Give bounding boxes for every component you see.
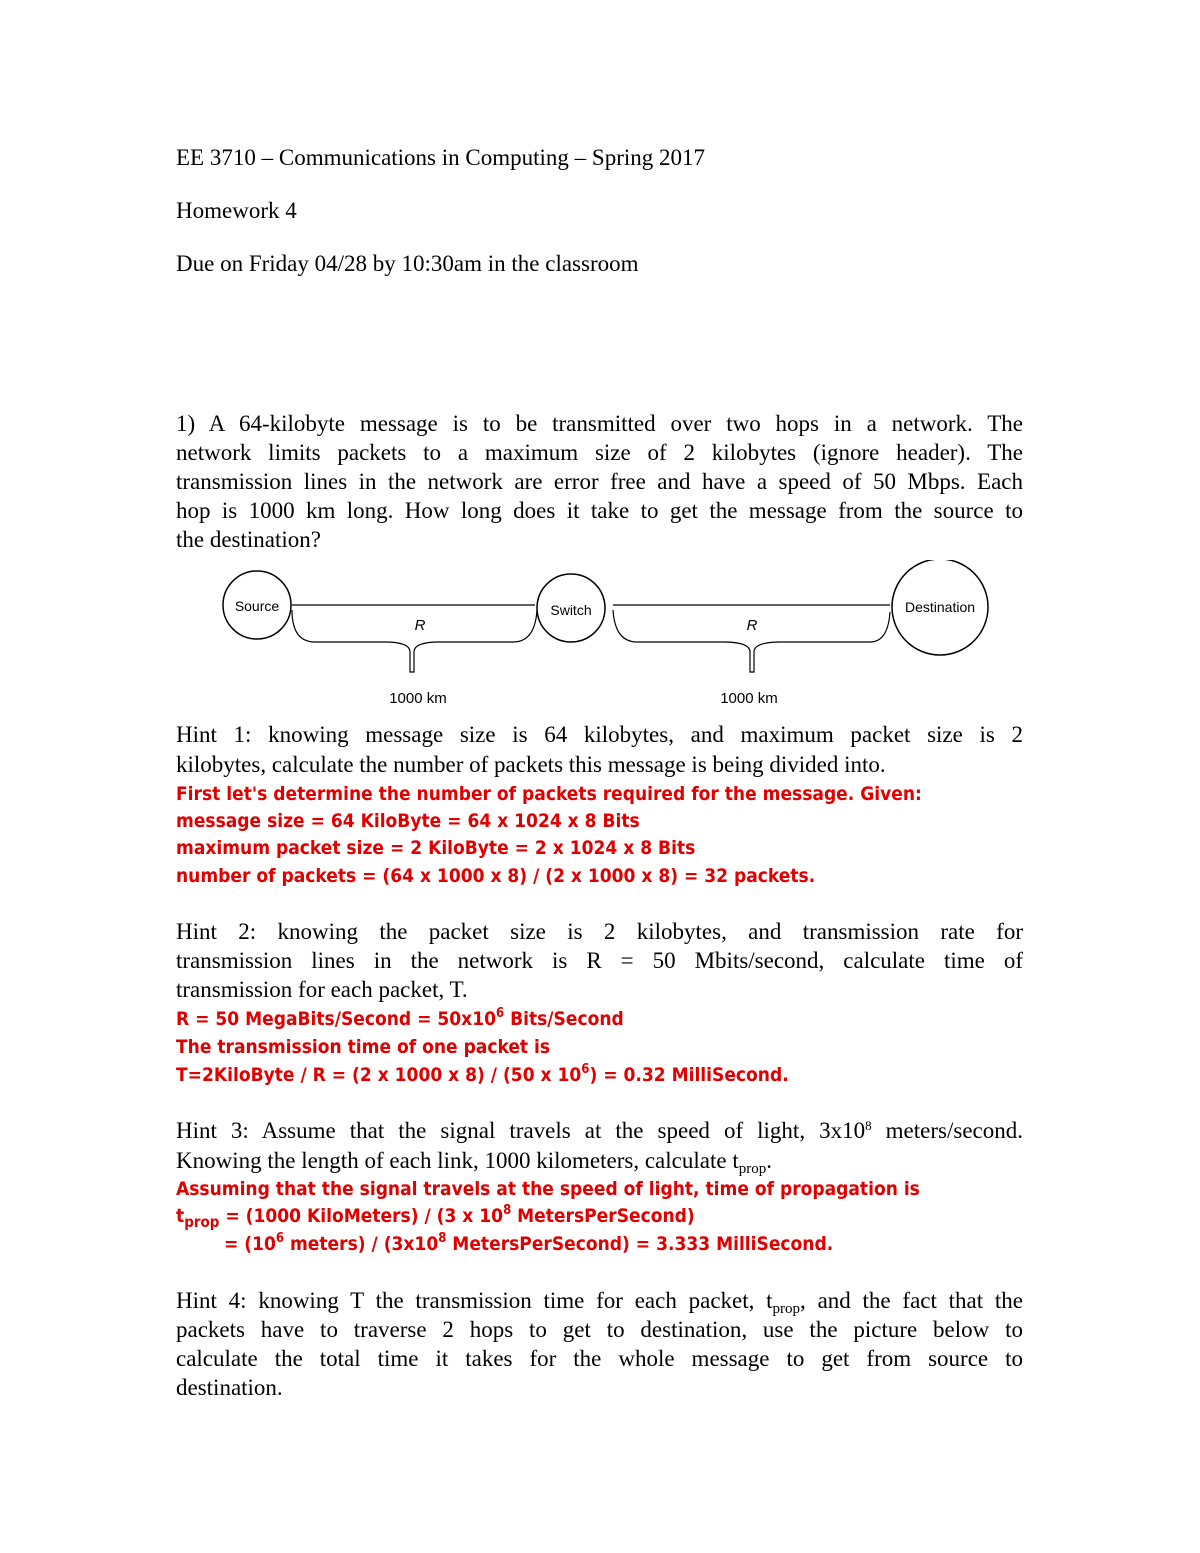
hint1-answer-line: First let's determine the number of packets required for the message. Given: — [176, 783, 922, 805]
hint2-line: Hint 2: knowing the packet size is 2 kilobytes, and transmission rate for — [176, 919, 1023, 944]
network-diagram — [215, 560, 995, 710]
question-line: 1) A 64-kilobyte message is to be transmitted over two hops in a network. The — [176, 411, 1023, 436]
hint3-answer-intro: Assuming that the signal travels at the speed of light, time of propagation is — [176, 1178, 920, 1200]
hop1-length-label: 1000 km — [389, 690, 447, 707]
hint2-line: transmission for each packet, T. — [176, 977, 468, 1002]
hint1-answer-line: message size = 64 KiloByte = 64 x 1024 x 8 Bits — [176, 810, 640, 832]
hint2-time-answer: T=2KiloByte / R = (2 x 1000 x 8) / (50 x $10^6) = 0.32$ MilliSecond. — [176, 1062, 789, 1086]
hint1-answer-line: number of packets = (64 x 1000 x 8) / (2 x 1000 x 8) = 32 packets. — [176, 865, 816, 887]
hint3-answer-formula: $t_{prop} = (1000$ KiloMeters) / (3 x $10^8$ MetersPerSecond) — [176, 1203, 695, 1231]
question-line: network limits packets to a maximum size of 2 kilobytes (ignore header). The — [176, 440, 1023, 465]
hint1-line: kilobytes, calculate the number of packets this message is being divided into. — [176, 752, 886, 777]
hop2-length-label: 1000 km — [720, 690, 778, 707]
link1-rate-label: R — [414, 617, 426, 634]
course-title: EE 3710 – Communications in Computing – Spring 2017 — [176, 145, 705, 170]
hint4-line1: Hint 4: knowing T the transmission time for each packet, $t_{prop}$, and the fact that the — [176, 1288, 1023, 1317]
hint3-answer-result: = ($10^6$ meters) / ($3x10^8$ MetersPerSecond) = 3.333 MilliSecond. — [224, 1231, 834, 1255]
switch-label: Switch — [550, 602, 592, 618]
destination-label: Destination — [904, 599, 976, 615]
hint3-line1: Hint 3: Assume that the signal travels at the speed of light, $3x10^8$ meters/second. — [176, 1118, 1023, 1143]
question-line: the destination? — [176, 527, 321, 552]
question-line: hop is 1000 km long. How long does it take to get the message from the source to — [176, 498, 1023, 523]
due-date: Due on Friday 04/28 by 10:30am in the classroom — [176, 251, 639, 276]
source-label: Source — [234, 598, 280, 614]
hint1-line: Hint 1: knowing message size is 64 kilobytes, and maximum packet size is 2 — [176, 722, 1023, 747]
hint2-answer-line: The transmission time of one packet is — [176, 1036, 551, 1058]
link2-rate-label: R — [746, 617, 758, 634]
hint1-answer-line: maximum packet size = 2 KiloByte = 2 x 1024 x 8 Bits — [176, 837, 696, 859]
hint3-line2: Knowing the length of each link, 1000 kilometers, calculate $t_{prop}$. — [176, 1148, 772, 1177]
hint4-line: calculate the total time it takes for the whole message to get from source to — [176, 1346, 1023, 1371]
hint2-line: transmission lines in the network is R = 50 Mbits/second, calculate time of — [176, 948, 1023, 973]
question-line: transmission lines in the network are error free and have a speed of 50 Mbps. Each — [176, 469, 1023, 494]
hint4-line: packets have to traverse 2 hops to get to destination, use the picture below to — [176, 1317, 1023, 1342]
homework-title: Homework 4 — [176, 198, 297, 223]
hint4-line: destination. — [176, 1375, 283, 1400]
hint2-rate-answer: R = 50 MegaBits/Second = $50x10^6$ Bits/Second — [176, 1006, 624, 1030]
